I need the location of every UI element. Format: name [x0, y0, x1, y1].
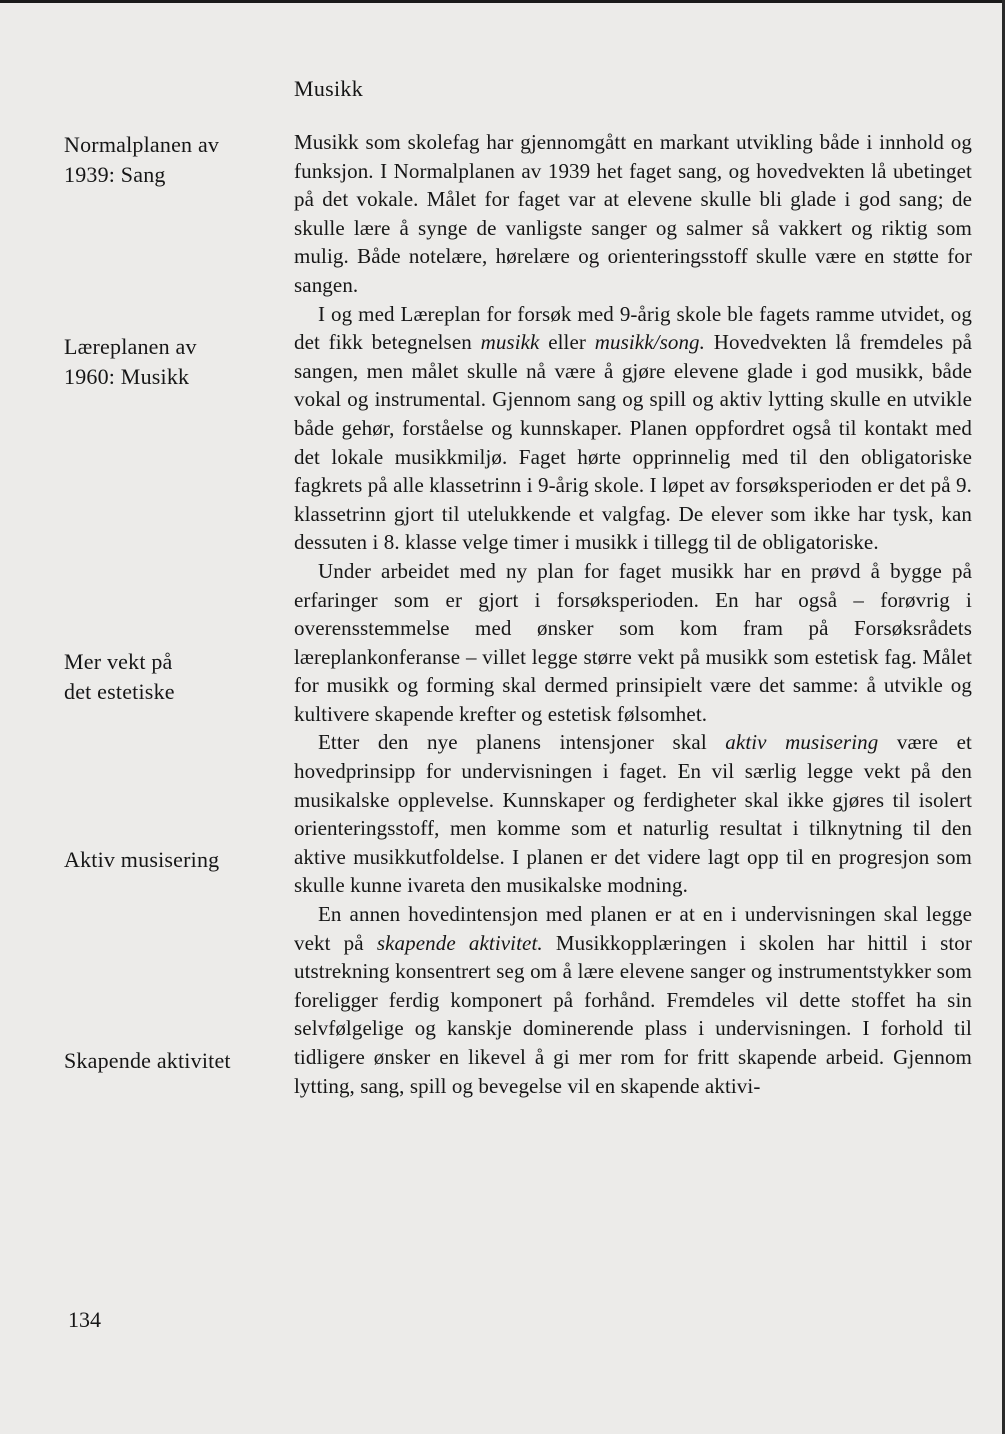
margin-note-line: 1939: Sang	[64, 162, 166, 187]
paragraph-text: Etter den nye planens intensjoner skal	[318, 730, 726, 755]
margin-note-line: Læreplanen av	[64, 334, 197, 359]
section-title: Musikk	[294, 76, 364, 101]
paragraph-text: I og med Læreplan for forsøk med 9-årig skole ble fagets ramme utvidet, og det fikk betegnelsen	[294, 301, 972, 355]
paragraph-text: Under arbeidet med ny plan for faget musikk har en prøvd å bygge på erfaringer som er gjort i forsøksperioden. En har også – forøvrig i overensstemmelse med ønsker som kom fram på Forsøksrådets læreplankonferanse – villet legge større vekt på musikk som estetisk fag. Målet for musikk og forming skal dermed prinsipielt være det samme: å utvikle og kultivere skapende krefter og estetisk følsomhet.	[294, 558, 972, 726]
margin-note-line: det estetiske	[64, 679, 175, 704]
paragraph-5	[294, 900, 972, 1100]
body-text	[294, 128, 972, 1100]
margin-note-skapende-aktivitet	[64, 1046, 279, 1076]
margin-note-line: Aktiv musisering	[64, 847, 220, 872]
page-number: 134	[68, 1307, 101, 1332]
paragraph-1	[294, 128, 972, 300]
margin-note-estetiske	[64, 647, 279, 707]
italic-term-skapende-aktivitet: skapende aktivitet.	[376, 930, 543, 955]
margin-note-line: 1960: Musikk	[64, 364, 190, 389]
paragraph-text: Hovedvekten lå fremdeles på sangen, men målet skulle nå være å gjøre elevene glade i god musikk, både vokal og instrumental. Gjennom sang og spill og aktiv lytting skulle en utvikle både gehør, forståelse og kunnskaper. Planen oppfordret også til kontakt med det lokale musikkmiljø. Faget hørte opprinnelig med til den obligatoriske fagkrets på alle klassetrinn i 9-årig skole. I løpet av forsøksperioden er det på 9. klassetrinn gjort til utelukkende et valgfag. De elever som ikke har tysk, kan dessuten i 8. klasse velge timer i musikk i tillegg til de obligatoriske.	[294, 330, 972, 555]
paragraph-text: Musikk som skolefag har gjennomgått en markant utvikling både i innhold og funksjon. I Normalplanen av 1939 het faget sang, og hovedvekten lå ubetinget på det vokale. Målet for faget var at elevene skulle bli glade i god sang; de skulle lære å synge de vanligste sanger og salmer så vakkert og riktig som mulig. Både notelære, hørelære og orienteringsstoff skulle være en støtte for sangen.	[294, 130, 972, 297]
italic-term-musikk: musikk	[480, 330, 540, 355]
paragraph-3	[294, 557, 972, 729]
paragraph-text: være et hovedprinsipp for undervisningen i faget. En vil særlig legge vekt på den musikalske opplevelse. Kunnskaper og ferdigheter skal ikke gjøres til isolert orienteringsstoff, men komme som et naturlig resultat i tilknytning til den aktive musikkutfoldelse. I planen er det videre lagt opp til en progresjon som skulle kunne ivareta den musikalske modning.	[294, 730, 972, 898]
paragraph-text: Musikkopplæringen i skolen har hittil i stor utstrekning konsentrert seg om å lære elevene sanger og instrumentstykker som foreligger ferdig komponert på forhånd. Fremdeles vil dette stoffet ha sin selvfølgelige og kanskje dominerende plass i undervisningen. I forhold til tidligere ønsker en likevel å gi mer rom for fritt skapende arbeid. Gjennom lytting, sang, spill og bevegelse vil en skapende aktivi-	[294, 930, 972, 1098]
margin-note-line: Normalplanen av	[64, 132, 220, 157]
paragraph-2	[294, 300, 972, 557]
margin-note-line: Mer vekt på	[64, 649, 173, 674]
italic-term-aktiv-musisering: aktiv musisering	[725, 730, 879, 755]
paragraph-4	[294, 728, 972, 900]
page-edge-top	[0, 0, 1005, 3]
margin-note-line: Skapende aktivitet	[64, 1048, 231, 1073]
margin-note-laereplanen	[64, 332, 279, 392]
italic-term-musikk-song: musikk/song.	[594, 330, 705, 355]
margin-note-aktiv-musisering	[64, 845, 279, 875]
paragraph-text: eller	[539, 330, 595, 355]
paragraph-text: En annen hovedintensjon med planen er at en i undervisningen skal legge vekt på	[294, 902, 972, 955]
margin-note-normalplanen	[64, 130, 279, 190]
